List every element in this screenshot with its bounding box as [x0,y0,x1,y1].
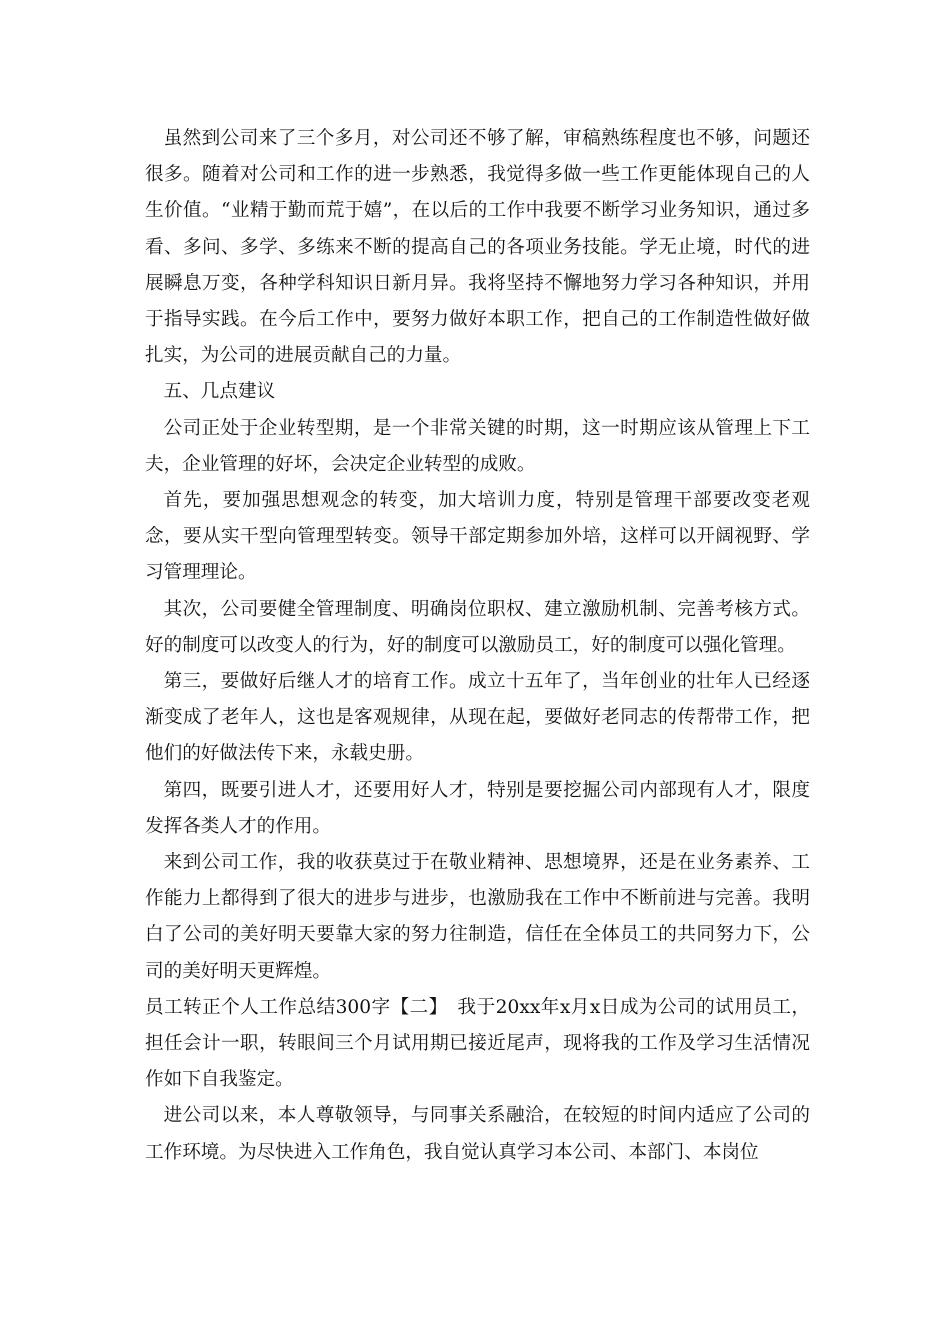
paragraph-since-joining: 进公司以来，本人尊敬领导，与同事关系融洽，在较短的时间内适应了公司的工作环境。为尽快进入工作角色，我自觉认真学习本公司、本部门、本岗位 [145,1105,810,1163]
paragraph-article-two-intro: 员工转正个人工作总结300字【二】 我于20xx年x月x日成为公司的试用员工，担任会计一职，转眼间三个月试用期已接近尾声，现将我的工作及学习生活情况作如下自我鉴定。 [145,996,810,1091]
paragraph-third-suggestion: 第三，要做好后继人才的培育工作。成立十五年了，当年创业的壮年人已经逐渐变成了老年人，这也是客观规律，从现在起，要做好老同志的传帮带工作，把他们的好做法传下来，永载史册。 [145,671,810,765]
paragraph-gains: 来到公司工作，我的收获莫过于在敬业精神、思想境界，还是在业务素养、工作能力上都得到了很大的进步与进步，也激励我在工作中不断前进与完善。我明白了公司的美好明天要靠大家的努力往制造，信任在全体员工的共同努力下，公司的美好明天更辉煌。 [145,852,810,982]
section-heading-suggestions: 五、几点建议 [163,381,276,403]
paragraph-transition-period: 公司正处于企业转型期，是一个非常关键的时期，这一时期应该从管理上下工夫，企业管理的好坏，会决定企业转型的成败。 [145,417,810,475]
paragraph-second-suggestion: 其次，公司要健全管理制度、明确岗位职权、建立激励机制、完善考核方式。好的制度可以改变人的行为，好的制度可以激励员工，好的制度可以强化管理。 [145,598,810,656]
document-body [145,121,810,1171]
paragraph-fourth-suggestion: 第四，既要引进人才，还要用好人才，特别是要挖掘公司内部现有人才，限度发挥各类人才的作用。 [145,779,810,837]
paragraph-first-suggestion: 首先，要加强思想观念的转变，加大培训力度，特别是管理干部要改变老观念，要从实干型向管理型转变。领导干部定期参加外培，这样可以开阔视野、学习管理理论。 [145,490,810,584]
paragraph-self-improvement: 虽然到公司来了三个多月，对公司还不够了解，审稿熟练程度也不够，问题还很多。随着对公司和工作的进一步熟悉，我觉得多做一些工作更能体现自己的人生价值。“业精于勤而荒于嬉”，在以后的工作中我要不断学习业务知识，通过多看、多问、多学、多练来不断的提高自己的各项业务技能。学无止境，时代的进展瞬息万变，各种学科知识日新月异。我将坚持不懈地努力学习各种知识，并用于指导实践。在今后工作中，要努力做好本职工作，把自己的工作制造性做好做扎实，为公司的进展贡献自己的力量。 [145,128,810,367]
